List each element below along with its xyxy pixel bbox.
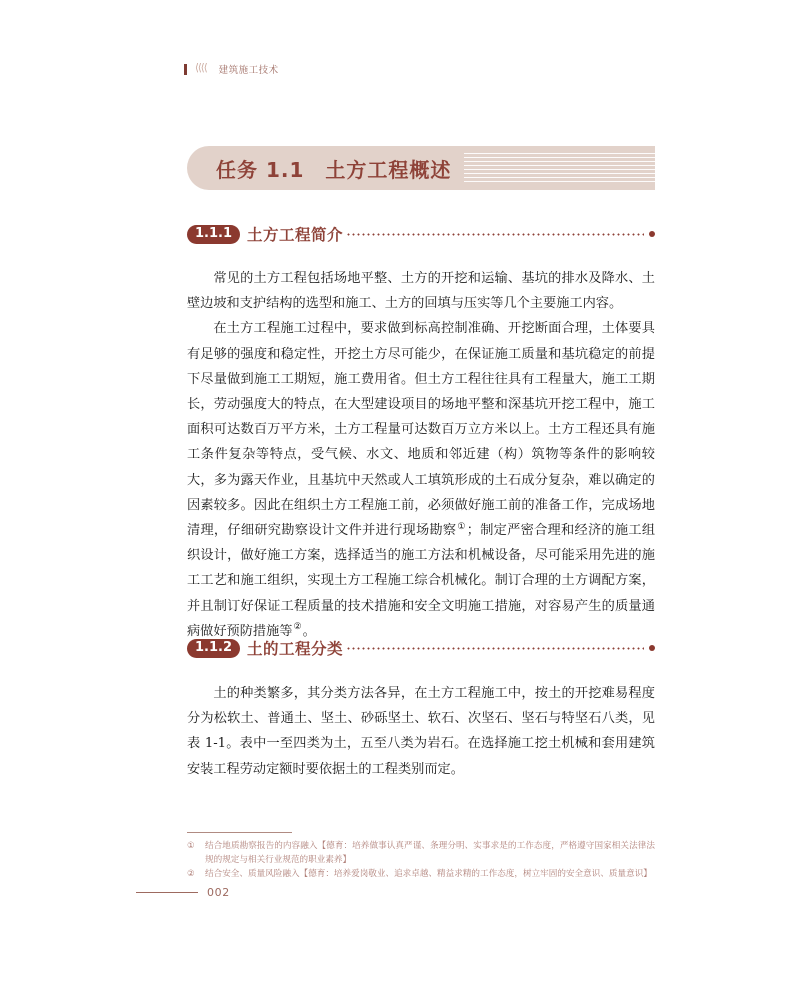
footnote-item — [187, 867, 655, 881]
page-sheet — [62, 0, 727, 1006]
footnote-separator — [187, 832, 292, 833]
running-head — [184, 60, 279, 78]
paragraph-part-3: 。 — [302, 623, 316, 639]
footnote-item — [187, 839, 655, 867]
section-heading-111 — [187, 222, 655, 246]
chevron-left-icon: ⟨⟨⟨⟨ — [195, 62, 207, 75]
folio-rule — [136, 892, 198, 894]
footnote-text: 结合安全、质量风险融入【德育：培养爱岗敬业、追求卓越、精益求精的工作态度，树立牢固的安全意识、质量意识】 — [205, 869, 652, 880]
paragraph: 土的种类繁多，其分类方法各异，在土方工程施工中，按土的开挖难易程度分为松软土、普通土、坚土、砂砾坚土、软石、次坚石、坚石与特坚石八类，见表 1-1。表中一至四类为土，五至八类为岩石。在选择施工挖土机械和套用建筑安装工程劳动定额时要依据土的工程类别而定。 — [187, 686, 655, 777]
dotted-leader — [346, 642, 644, 655]
running-head-marker — [184, 64, 187, 75]
banner-stripe-decoration — [464, 153, 655, 183]
footnote-text: 结合地质勘察报告的内容融入【德育：培养做事认真严谨、条理分明、实事求是的工作态度，严格遵守国家相关法律法规的规定与相关行业规范的职业素养】 — [205, 841, 655, 866]
section-112-body — [187, 681, 655, 782]
footnote-marker: ② — [187, 869, 195, 880]
section-heading-112 — [187, 636, 655, 660]
paragraph — [187, 316, 655, 644]
task-banner — [187, 146, 655, 190]
section-title: 土的工程分类 — [247, 640, 344, 658]
dotted-leader — [346, 228, 644, 241]
footnote-ref-1[interactable]: ① — [457, 521, 466, 532]
task-banner-title: 任务 1.1 土方工程概述 — [216, 157, 452, 182]
paragraph: 常见的土方工程包括场地平整、土方的开挖和运输、基坑的排水及降水、土壁边坡和支护结构的选型和施工、土方的回填与压实等几个主要施工内容。 — [187, 271, 655, 312]
footnote-ref-2[interactable]: ② — [293, 622, 302, 633]
footnote-area — [187, 832, 655, 882]
section-111-body — [187, 266, 655, 644]
footnote-marker: ① — [187, 841, 195, 851]
running-head-title: 建筑施工技术 — [218, 65, 279, 76]
leader-end-dot — [649, 645, 655, 651]
paragraph-part-1: 在土方工程施工过程中，要求做到标高控制准确、开挖断面合理，土体要具有足够的强度和稳定性，开挖土方尽可能少，在保证施工质量和基坑稳定的前提下尽量做到施工工期短，施工费用省。但土方工程往往具有工程量大，施工工期长，劳动强度大的特点，在大型建设项目的场地平整和深基坑开挖工程中，施工面积可达数百万平方米，土方工程量可达数百万立方米以上。土方工程还具有施工条件复杂等特点，受气候、水文、地质和邻近建（构）筑物等条件的影响较大，多为露天作业，且基坑中天然或人工填筑形成的土石成分复杂，难以确定的因素较多。因此在组织土方工程施工前，必须做好施工前的准备工作，完成场地清理，仔细研究勘察设计文件并进行现场勘察 — [187, 321, 655, 539]
page-number: 002 — [207, 886, 230, 899]
folio — [136, 886, 230, 899]
paragraph-part-2: ；制定严密合理和经济的施工组织设计，做好施工方案，选择适当的施工方法和机械设备，尽可能采用先进的施工工艺和施工组织，实现土方工程施工综合机械化。制订合理的土方调配方案，并且制订好保证工程质量的技术措施和安全文明施工措施，对容易产生的质量通病做好预防措施等 — [187, 523, 656, 639]
section-title: 土方工程简介 — [247, 226, 344, 244]
leader-end-dot — [649, 231, 655, 237]
section-number-badge: 1.1.1 — [187, 225, 240, 244]
section-number-badge: 1.1.2 — [187, 639, 240, 658]
